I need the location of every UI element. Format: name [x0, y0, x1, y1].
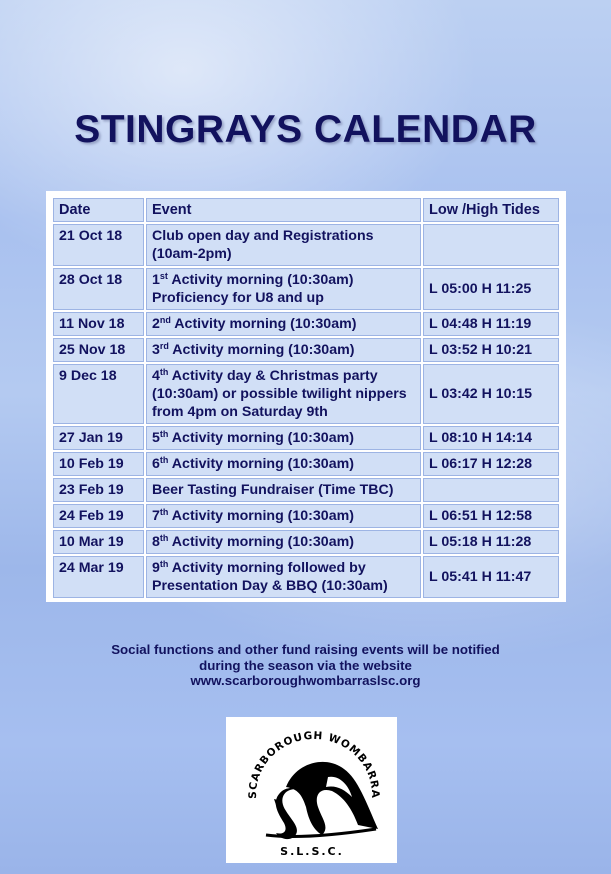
footer-line-1: Social functions and other fund raising events will be notified [111, 642, 500, 657]
row-event: 5th Activity morning (10:30am) [146, 426, 421, 450]
row-event: 1st Activity morning (10:30am) Proficiency for U8 and up [146, 268, 421, 310]
row-date: 24 Mar 19 [53, 556, 144, 598]
table-row [53, 426, 559, 450]
calendar-table [51, 196, 561, 600]
website-url: www.scarboroughwombarraslsc.org [190, 673, 421, 688]
header-date: Date [53, 198, 144, 222]
table-row [53, 504, 559, 528]
row-date: 9 Dec 18 [53, 364, 144, 424]
page-title: STINGRAYS CALENDAR [74, 108, 537, 151]
row-tides: L 03:42 H 10:15 [423, 364, 559, 424]
calendar-table-container [46, 191, 566, 602]
row-tides: L 03:52 H 10:21 [423, 338, 559, 362]
row-date: 28 Oct 18 [53, 268, 144, 310]
row-event: 8th Activity morning (10:30am) [146, 530, 421, 554]
row-event: 3rd Activity morning (10:30am) [146, 338, 421, 362]
row-date: 27 Jan 19 [53, 426, 144, 450]
table-row [53, 452, 559, 476]
header-tides: Low /High Tides [423, 198, 559, 222]
row-tides: L 06:51 H 12:58 [423, 504, 559, 528]
row-date: 21 Oct 18 [53, 224, 144, 266]
row-date: 23 Feb 19 [53, 478, 144, 502]
row-event: 9th Activity morning followed by Presentation Day & BBQ (10:30am) [146, 556, 421, 598]
table-row [53, 556, 559, 598]
stingray-wave-logo-icon [226, 717, 397, 863]
row-tides [423, 478, 559, 502]
row-tides: L 04:48 H 11:19 [423, 312, 559, 336]
table-header-row [53, 198, 559, 222]
row-tides: L 06:17 H 12:28 [423, 452, 559, 476]
table-row [53, 268, 559, 310]
row-date: 10 Feb 19 [53, 452, 144, 476]
row-tides [423, 224, 559, 266]
club-logo [226, 717, 397, 863]
row-event: 4th Activity day & Christmas party (10:30am) or possible twilight nippers from 4pm on Saturday 9th [146, 364, 421, 424]
row-event: Beer Tasting Fundraiser (Time TBC) [146, 478, 421, 502]
table-row [53, 312, 559, 336]
table-row [53, 530, 559, 554]
row-date: 25 Nov 18 [53, 338, 144, 362]
table-row [53, 224, 559, 266]
row-tides: L 05:18 H 11:28 [423, 530, 559, 554]
row-date: 24 Feb 19 [53, 504, 144, 528]
row-tides: L 08:10 H 14:14 [423, 426, 559, 450]
row-tides: L 05:41 H 11:47 [423, 556, 559, 598]
table-row [53, 364, 559, 424]
header-event: Event [146, 198, 421, 222]
table-row [53, 338, 559, 362]
logo-bottom-text: S.L.S.C. [280, 845, 344, 858]
logo-top-text: SCARBOROUGH WOMBARRA [246, 729, 382, 799]
row-date: 11 Nov 18 [53, 312, 144, 336]
table-row [53, 478, 559, 502]
row-event: 7th Activity morning (10:30am) [146, 504, 421, 528]
row-event: 6th Activity morning (10:30am) [146, 452, 421, 476]
row-event: Club open day and Registrations (10am-2pm) [146, 224, 421, 266]
row-date: 10 Mar 19 [53, 530, 144, 554]
row-event: 2nd Activity morning (10:30am) [146, 312, 421, 336]
row-tides: L 05:00 H 11:25 [423, 268, 559, 310]
footer-line-2: during the season via the website [199, 657, 412, 673]
footer-note [0, 642, 611, 689]
